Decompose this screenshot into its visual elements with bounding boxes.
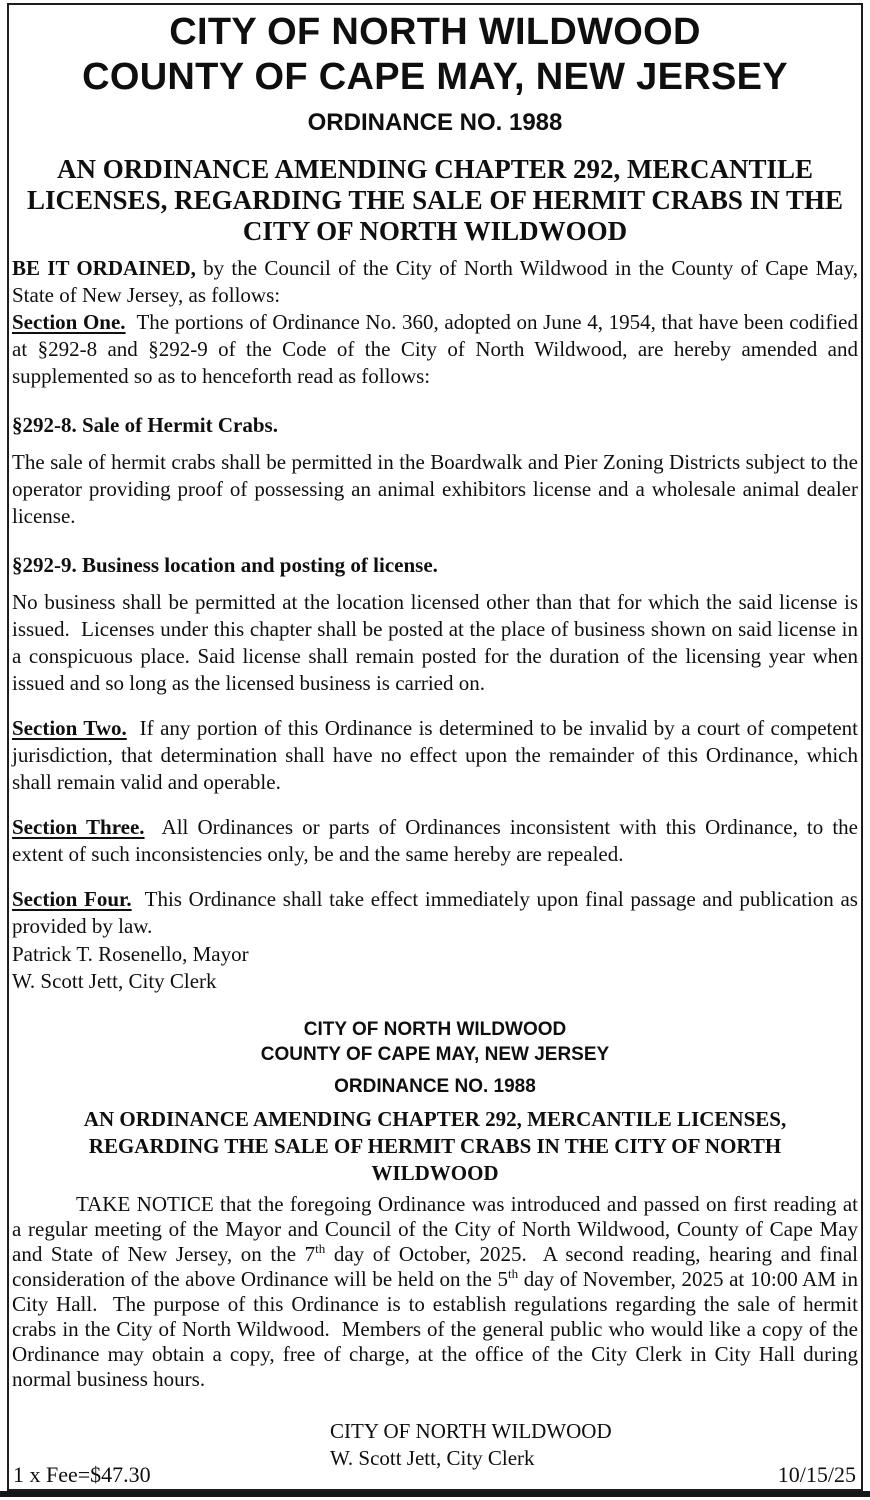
text-run: Section Two.	[12, 716, 127, 740]
text-run: day of October, 2025. A second reading, hearing and final consideration of the above Ordinance will be held on the 5	[12, 1242, 858, 1291]
body-paragraph	[12, 814, 858, 868]
fee-note: 1 x Fee=$47.30	[13, 1462, 151, 1487]
text-run: day of November, 2025 at 10:00 AM in City Hall. The purpose of this Ordinance is to establish regulations regarding the sale of hermit crabs in the City of North Wildwood. Members of the general public who would like a copy of the Ordinance may obtain a copy, free of charge, at the office of the City Clerk in City Hall during normal business hours.	[12, 1267, 858, 1391]
notice-ordinance-no: ORDINANCE NO. 1988	[334, 1076, 536, 1097]
header-ordinance-no: ORDINANCE NO. 1988	[307, 109, 563, 136]
superscript: th	[315, 1241, 326, 1256]
body-paragraph	[12, 309, 858, 390]
public-notice	[12, 1017, 858, 1392]
text-run: All Ordinances or parts of Ordinances inconsistent with this Ordinance, to the extent of such inconsistencies only, be and the same hereby are repealed.	[12, 815, 858, 866]
body-paragraph	[12, 715, 858, 796]
header-county-line: COUNTY OF CAPE MAY, NEW JERSEY	[82, 56, 788, 98]
notice-title: AN ORDINANCE AMENDING CHAPTER 292, MERCANTILE LICENSES, REGARDING THE SALE OF HERMIT CRABS IN THE CITY OF NORTH WILDWOOD	[83, 1107, 787, 1185]
text-run: Section Three.	[12, 815, 145, 839]
body-paragraph	[12, 886, 858, 940]
text-run: by the Council of the City of North Wildwood in the County of Cape May, State of New Jersey, as follows:	[12, 256, 859, 307]
signature-block	[12, 941, 858, 995]
text-run: Section One.	[12, 310, 126, 334]
closing-org-line: CITY OF NORTH WILDWOOD	[330, 1419, 612, 1443]
text-run: If any portion of this Ordinance is determined to be invalid by a court of competent jurisdiction, that determination shall have no effect upon the remainder of this Ordinance, which shall remain valid and operable.	[12, 716, 858, 794]
body-paragraph	[12, 449, 858, 530]
text-run: BE IT ORDAINED,	[12, 256, 196, 280]
notice-paragraph	[12, 1192, 858, 1392]
text-run: The portions of Ordinance No. 360, adopted on June 4, 1954, that have been codified at §292-8 and §292-9 of the Code of the City of North Wildwood, are hereby amended and supplemented so as to henceforth read as follows:	[12, 310, 859, 388]
publication-date: 10/15/25	[777, 1462, 856, 1487]
body-paragraph	[12, 255, 858, 309]
superscript: th	[507, 1266, 519, 1281]
text-run: This Ordinance shall take effect immediately upon final passage and publication as provided by law.	[12, 887, 858, 938]
section-heading	[12, 412, 858, 439]
section-heading	[12, 552, 858, 579]
bottom-row	[13, 1463, 856, 1487]
closing-clerk-line: W. Scott Jett, City Clerk	[330, 1446, 535, 1470]
text-run: §292-9. Business location and posting of license.	[12, 553, 438, 577]
header-city-line: CITY OF NORTH WILDWOOD	[169, 11, 701, 53]
ordinance-title: AN ORDINANCE AMENDING CHAPTER 292, MERCANTILE LICENSES, REGARDING THE SALE OF HERMIT CRABS IN THE CITY OF NORTH WILDWOOD	[27, 154, 843, 246]
text-run: TAKE NOTICE that the foregoing Ordinance was introduced and passed on first reading at a regular meeting of the Mayor and Council of the City of North Wildwood, County of Cape May and State of New Jersey, on the 7	[12, 1192, 858, 1266]
text-run: The sale of hermit crabs shall be permitted in the Boardwalk and Pier Zoning Districts subject to the operator providing proof of possessing an animal exhibitors license and a wholesale animal dealer license.	[12, 450, 858, 528]
text-run: §292-8. Sale of Hermit Crabs.	[12, 413, 278, 437]
signature-line: Patrick T. Rosenello, Mayor	[12, 942, 249, 966]
text-run: Section Four.	[12, 887, 132, 911]
text-run: No business shall be permitted at the location licensed other than that for which the said license is issued. Licenses under this chapter shall be posted at the place of business shown on said license in a conspicuous place. Said license shall remain posted for the duration of the licensing year when issued and so long as the licensed business is carried on.	[12, 590, 858, 695]
ordinance-header	[12, 10, 858, 247]
body-paragraph	[12, 589, 858, 697]
ordinance-body	[12, 255, 858, 940]
signature-line: W. Scott Jett, City Clerk	[12, 969, 217, 993]
bottom-rule	[0, 1491, 870, 1497]
notice-city-line: CITY OF NORTH WILDWOOD	[303, 1019, 567, 1040]
notice-county-line: COUNTY OF CAPE MAY, NEW JERSEY	[260, 1044, 610, 1065]
